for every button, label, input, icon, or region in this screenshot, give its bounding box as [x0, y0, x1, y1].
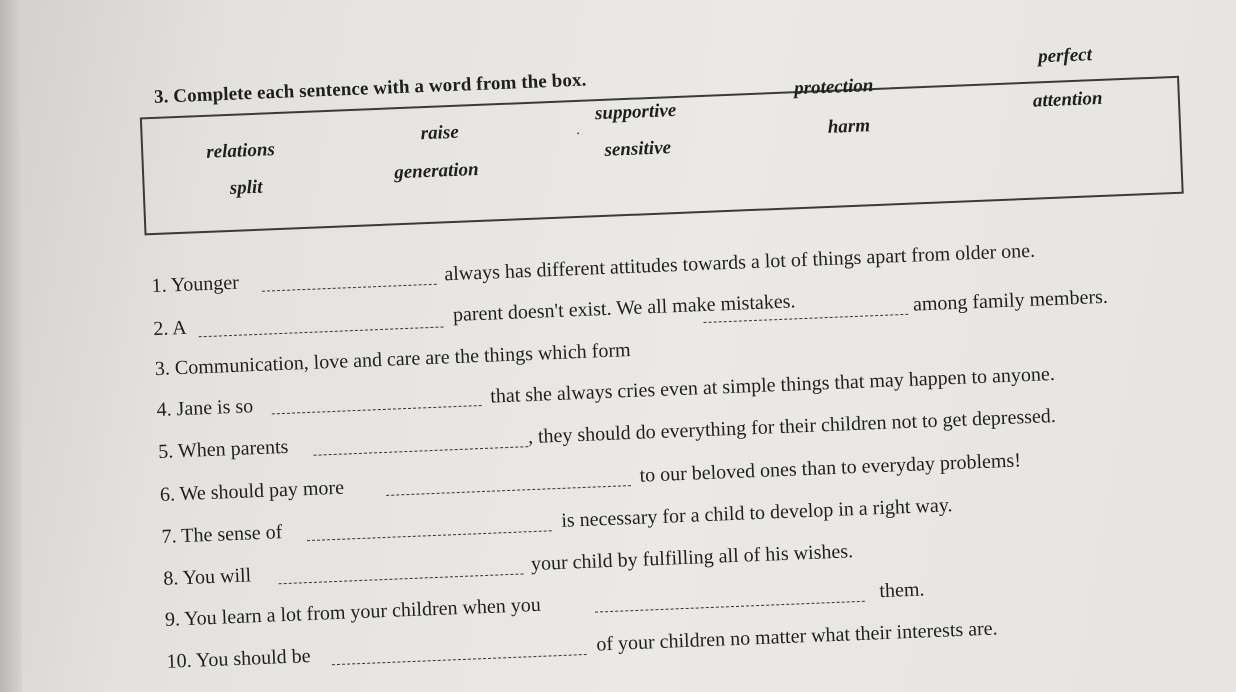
answer-blank-2[interactable]	[199, 326, 444, 337]
exercise-title: 3. Complete each sentence with a word from the box.	[153, 69, 587, 108]
word-box-item: relations	[205, 139, 276, 163]
answer-blank-6[interactable]	[386, 485, 631, 496]
word-box-item: split	[229, 176, 263, 199]
sentence-9-rest: them.	[878, 578, 925, 603]
sentence-4: 4. Jane is so	[156, 395, 254, 422]
word-box-item: supportive	[594, 99, 677, 125]
sentence-1: 1. Younger	[151, 271, 240, 298]
word-box-item: generation	[393, 158, 480, 184]
answer-blank-8[interactable]	[279, 573, 524, 584]
sentence-6: 6. We should pay more	[159, 476, 345, 506]
sentence-5-rest: , they should do everything for their children not to get depressed.	[527, 404, 1057, 449]
sentence-5: 5. When parents	[157, 435, 289, 464]
sentence-9: 9. You learn a lot from your children when you	[164, 593, 542, 631]
sentence-8: 8. You will	[162, 564, 252, 590]
sentence-6-rest: to our beloved ones than to everyday problems!	[639, 449, 1022, 487]
answer-blank-1[interactable]	[262, 284, 437, 292]
word-box-item: protection	[793, 75, 874, 100]
sentence-8-rest: your child by fulfilling all of his wishes.	[530, 540, 854, 576]
word-box-item: raise	[420, 121, 460, 145]
word-box-item: harm	[827, 115, 871, 138]
word-box-item: attention	[1032, 87, 1103, 112]
sentence-3-rest: among family members.	[912, 285, 1109, 316]
sentence-1-rest: always has different attitudes towards a lot of things apart from older one.	[443, 239, 1036, 286]
word-box-item: perfect	[1037, 44, 1093, 68]
answer-blank-4[interactable]	[272, 405, 482, 414]
answer-blank-5[interactable]	[314, 446, 529, 456]
word-box-item: sensitive	[604, 137, 672, 161]
sentence-7-rest: is necessary for a child to develop in a right way.	[560, 494, 953, 532]
sentence-2: 2. A	[152, 316, 188, 341]
sentence-3: 3. Communication, love and care are the things which form	[154, 338, 631, 381]
stray-dot: ·	[575, 126, 581, 142]
sentence-7: 7. The sense of	[161, 521, 283, 548]
answer-blank-9[interactable]	[595, 601, 865, 613]
sentence-10-rest: of your children no matter what their interests are.	[595, 617, 998, 656]
answer-blank-7[interactable]	[307, 530, 552, 541]
sentence-10: 10. You should be	[166, 645, 311, 673]
answer-blank-10[interactable]	[332, 654, 587, 665]
sentence-2-rest: parent doesn't exist. We all make mistakes.	[452, 290, 796, 327]
sentence-4-rest: that she always cries even at simple things that may happen to anyone.	[489, 362, 1056, 408]
